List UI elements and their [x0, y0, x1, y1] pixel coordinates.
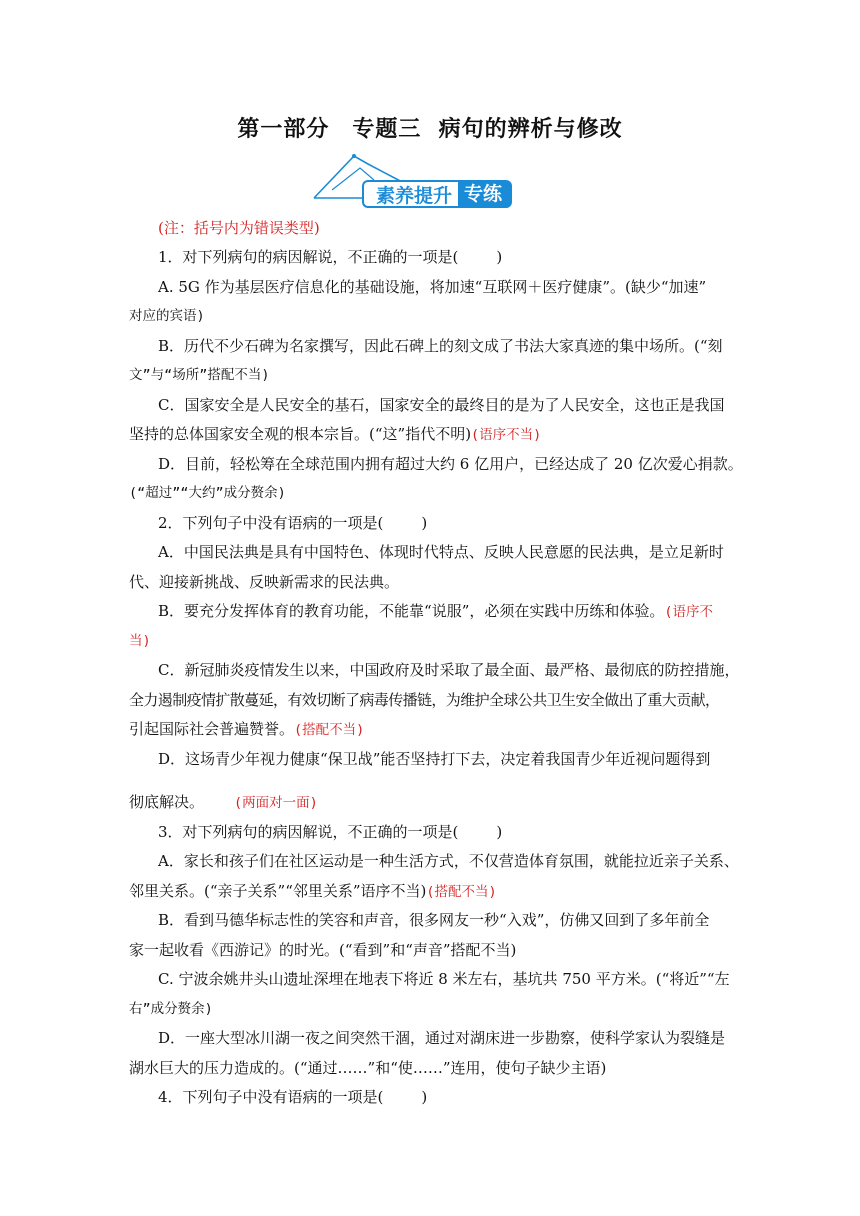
- q3-option-b-line1: B．看到马德华标志性的笑容和声音，很多网友一秒“入戏”，仿佛又回到了多年前全: [158, 911, 710, 929]
- banner-text-main: 素养提升: [362, 180, 458, 208]
- q2-option-b-line1: B．要充分发挥体育的教育功能，不能靠“说服”，必须在实践中历练和体验。(语序不: [158, 602, 714, 620]
- q2-option-c-line2: 全力遏制疫情扩散蔓延，有效切断了病毒传播链，为维护全球公共卫生安全做出了重大贡献，: [129, 691, 720, 709]
- q1-option-b-line2: 文”与“场所”搭配不当): [129, 367, 270, 383]
- q1-option-a-line2: 对应的宾语): [129, 308, 205, 324]
- q1-option-b-line1: B．历代不少石碑为名家撰写，因此石碑上的刻文成了书法大家真迹的集中场所。(“刻: [158, 337, 723, 355]
- q2-option-b-line2: 当): [129, 633, 151, 649]
- question-4-stem: 4．下列句子中没有语病的一项是( ): [158, 1088, 428, 1106]
- q2-option-a-line1: A．中国民法典是具有中国特色、体现时代特点、反映人民意愿的民法典，是立足新时: [158, 543, 724, 561]
- question-2-stem: 2．下列句子中没有语病的一项是( ): [158, 514, 428, 532]
- q2-option-c-line3: 引起国际社会普遍赞誉。(搭配不当): [129, 720, 365, 738]
- page-title: 第一部分 专题三 病句的辨析与修改: [237, 117, 623, 142]
- q3-option-b-line2: 家一起收看《西游记》的时光。(“看到”和“声音”搭配不当): [129, 941, 517, 959]
- question-3-stem: 3．对下列病句的病因解说，不正确的一项是( ): [158, 823, 503, 841]
- q2-option-d-line2: 彻底解决。 (两面对一面): [129, 793, 318, 811]
- q1-option-d-line1: D．目前，轻松筹在全球范围内拥有超过大约 6 亿用户，已经达成了 20 亿次爱心捐款。: [158, 455, 743, 473]
- note-line: (注：括号内为错误类型): [158, 219, 320, 237]
- q3-option-c-line2: 右”成分赘余): [129, 1001, 213, 1017]
- q1-option-c-line1: C．国家安全是人民安全的基石，国家安全的最终目的是为了人民安全，这也正是我国: [158, 396, 725, 414]
- error-type-note: (搭配不当): [426, 884, 497, 900]
- q2-option-a-line2: 代、迎接新挑战、反映新需求的民法典。: [129, 573, 400, 591]
- q1-option-a-line1: A. 5G 作为基层医疗信息化的基础设施，将加速“互联网＋医疗健康”。(缺少“加速”: [158, 278, 707, 296]
- q2-option-c-line1: C．新冠肺炎疫情发生以来，中国政府及时采取了最全面、最严格、最彻底的防控措施，: [158, 661, 740, 679]
- q3-option-a-line2: 邻里关系。(“亲子关系”“邻里关系”语序不当)(搭配不当): [129, 882, 497, 900]
- q1-option-c-line2: 坚持的总体国家安全观的根本宗旨。(“这”指代不明)(语序不当): [129, 425, 542, 443]
- error-type-note: (语序不: [664, 604, 714, 620]
- banner-text-tag: 专练: [458, 180, 512, 208]
- q3-option-c-line1: C. 宁波余姚井头山遗址深埋在地表下将近 8 米左右，基坑共 750 平方米。(“将近”“左: [158, 970, 730, 988]
- q3-option-a-line1: A．家长和孩子们在社区运动是一种生活方式，不仅营造体育氛围，就能拉近亲子关系、: [158, 852, 739, 870]
- q1-option-d-line2: (“超过”“大约”成分赘余): [129, 485, 286, 501]
- error-type-note: (搭配不当): [294, 722, 365, 738]
- q3-option-d-line1: D．一座大型冰川湖一夜之间突然干涸，通过对湖床进一步勘察，使科学家认为裂缝是: [158, 1029, 726, 1047]
- error-type-note: (两面对一面): [234, 795, 318, 811]
- q3-option-d-line2: 湖水巨大的压力造成的。(“通过……”和“使……”连用，使句子缺少主语): [129, 1059, 607, 1077]
- section-banner: [362, 180, 512, 208]
- error-type-note: (语序不当): [471, 427, 542, 443]
- q2-option-d-line1: D．这场青少年视力健康“保卫战”能否坚持打下去，决定着我国青少年近视问题得到: [158, 750, 711, 768]
- question-1-stem: 1．对下列病句的病因解说，不正确的一项是( ): [158, 248, 503, 266]
